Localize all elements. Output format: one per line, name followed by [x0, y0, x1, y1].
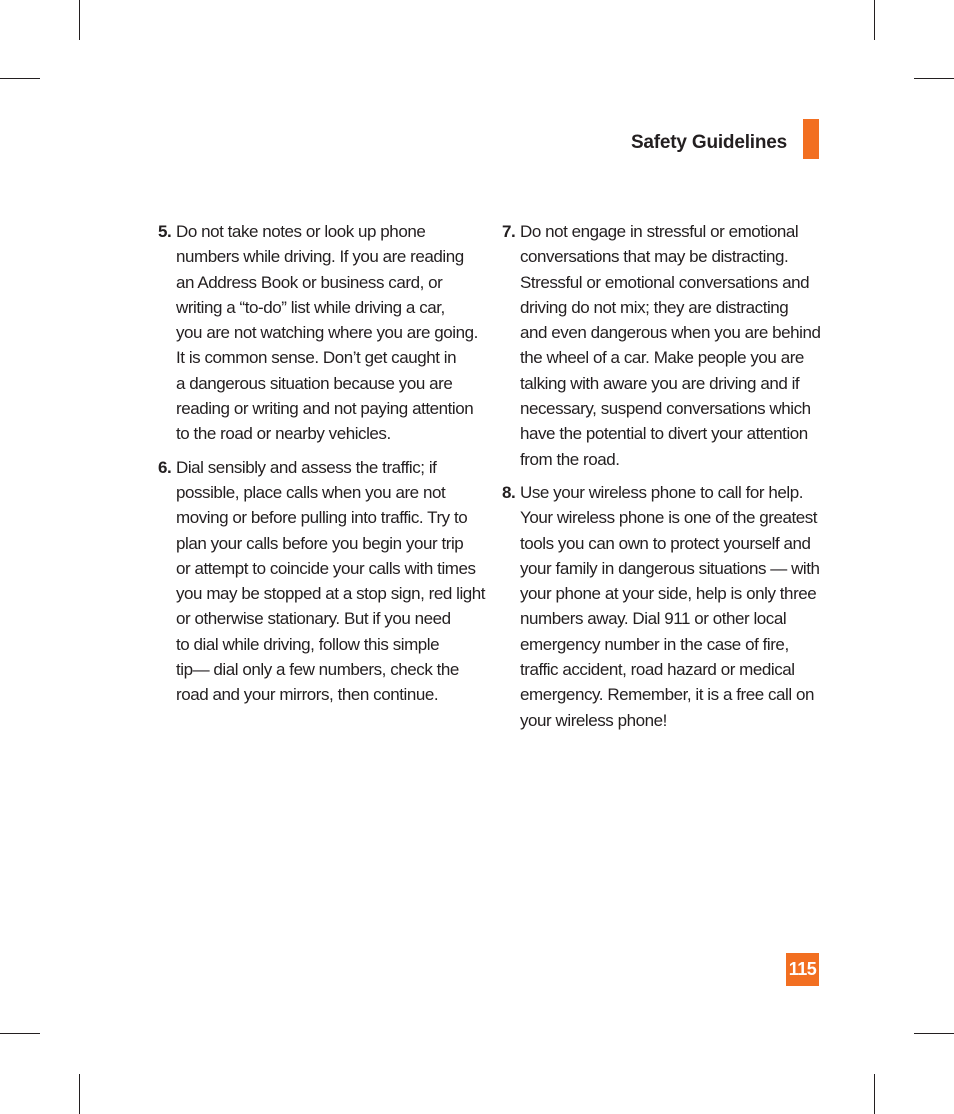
item-number: 6.: [158, 457, 172, 477]
item-text-line: It is common sense. Don’t get caught in: [176, 348, 457, 368]
item-text-line: your phone at your side, help is only three: [520, 584, 817, 604]
crop-mark: [914, 1033, 954, 1034]
item-text-line: necessary, suspend conversations which: [520, 399, 811, 419]
item-text-line: tools you can own to protect yourself and: [520, 533, 811, 553]
item-number: 7.: [502, 222, 516, 241]
crop-mark: [79, 0, 80, 40]
crop-mark: [0, 1033, 40, 1034]
item-text-line: emergency. Remember, it is a free call on: [520, 685, 814, 705]
item-text-line: Your wireless phone is one of the greatest: [520, 508, 818, 528]
crop-mark: [874, 1074, 875, 1114]
item-text-line: driving do not mix; they are distracting: [520, 297, 789, 317]
item-text-line: and even dangerous when you are behind: [520, 323, 821, 343]
item-number: 5.: [158, 222, 172, 241]
item-text-line: from the road.: [520, 449, 620, 469]
item-text-line: traffic accident, road hazard or medical: [520, 660, 795, 680]
item-text-line: writing a “to-do” list while driving a car,: [176, 297, 445, 317]
page-number: 115: [786, 953, 819, 986]
item-text-line: Use your wireless phone to call for help.: [520, 482, 803, 502]
item-text-line: or attempt to coincide your calls with times: [176, 558, 476, 578]
item-text-line: Dial sensibly and assess the traffic; if: [176, 457, 437, 477]
item-text-line: moving or before pulling into traffic. Try to: [176, 508, 468, 528]
item-text-line: your family in dangerous situations — with: [520, 558, 820, 578]
item-text-line: possible, place calls when you are not: [176, 482, 446, 502]
item-text-line: tip— dial only a few numbers, check the: [176, 660, 459, 680]
left-column: [158, 219, 486, 716]
item-text-line: Do not take notes or look up phone: [176, 222, 426, 241]
item-text-line: Do not engage in stressful or emotional: [520, 222, 799, 241]
item-text-line: Stressful or emotional conversations and: [520, 272, 810, 292]
item-text-line: to dial while driving, follow this simple: [176, 634, 440, 654]
item-text-line: numbers while driving. If you are reading: [176, 247, 464, 267]
item-text-line: the wheel of a car. Make people you are: [520, 348, 804, 368]
item-text-line: plan your calls before you begin your trip: [176, 533, 464, 553]
crop-mark: [79, 1074, 80, 1114]
right-column: [502, 219, 824, 741]
item-text-line: to the road or nearby vehicles.: [176, 424, 391, 444]
item-text-line: talking with aware you are driving and if: [520, 373, 800, 393]
list-item: [502, 219, 824, 472]
item-number: 8.: [502, 482, 516, 502]
item-text-line: reading or writing and not paying attention: [176, 399, 474, 419]
item-text-line: you may be stopped at a stop sign, red light: [176, 584, 486, 604]
item-text-line: your wireless phone!: [520, 710, 667, 730]
section-tab-marker: [803, 119, 819, 159]
crop-mark: [0, 78, 40, 79]
item-text-line: an Address Book or business card, or: [176, 272, 443, 292]
list-item: [158, 455, 486, 708]
item-text-line: you are not watching where you are going.: [176, 323, 478, 343]
list-item: [158, 219, 478, 447]
crop-mark: [914, 78, 954, 79]
item-text-line: conversations that may be distracting.: [520, 247, 789, 267]
item-text-line: a dangerous situation because you are: [176, 373, 453, 393]
list-item: [502, 480, 824, 733]
crop-mark: [874, 0, 875, 40]
item-text-line: emergency number in the case of fire,: [520, 634, 789, 654]
item-text-line: have the potential to divert your attention: [520, 424, 808, 444]
section-title: Safety Guidelines: [630, 132, 787, 153]
item-text-line: or otherwise stationary. But if you need: [176, 609, 451, 629]
item-text-line: road and your mirrors, then continue.: [176, 685, 439, 705]
item-text-line: numbers away. Dial 911 or other local: [520, 609, 787, 629]
